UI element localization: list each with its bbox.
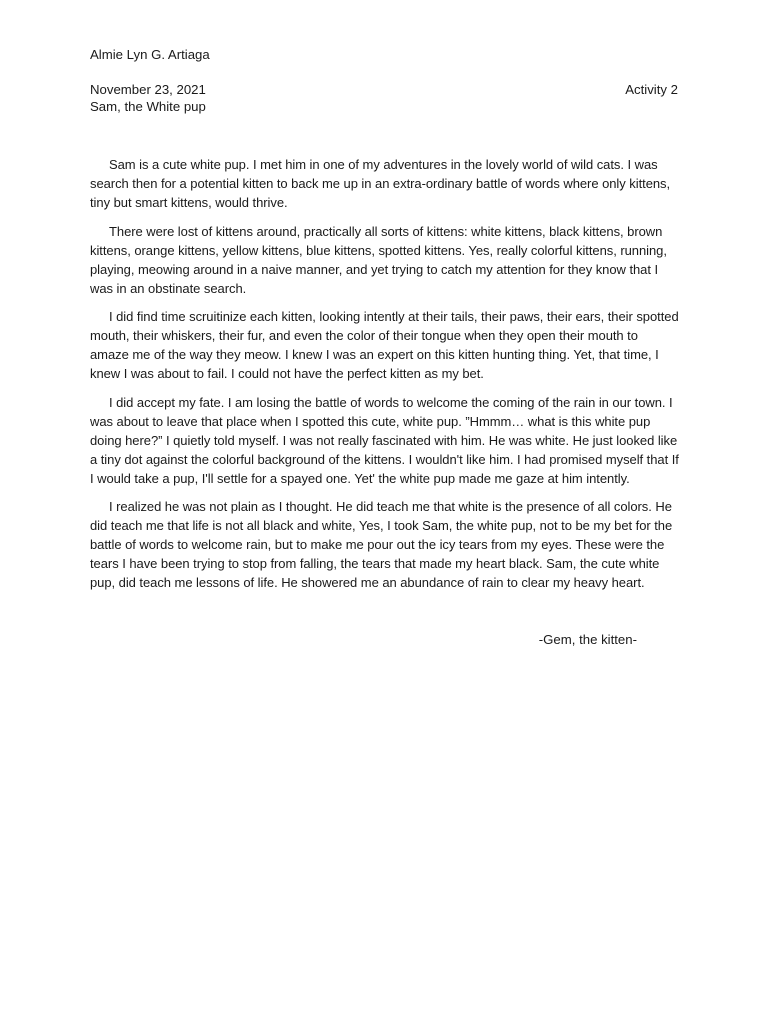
paragraph-5: I realized he was not plain as I thought. He did teach me that white is the presence of all colors. He did teach me that life is not all black and white, Yes, I took Sam, the white pup, not to be my bet for the battle of words to welcome rain, but to make me pour out the icy tears from my eyes. These were the tears I have been trying to stop from falling, the tears that made my heart black. Sam, the cute white pup, did teach me lessons of life. He showered me an abundance of rain to clear my heavy heart.: [90, 499, 673, 590]
paragraph-2: There were lost of kittens around, practically all sorts of kittens: white kittens, black kittens, brown kittens, orange kittens, yellow kittens, blue kittens, spotted kittens. Yes, really colorful kittens, running, playing, meowing around in a naive manner, and yet trying to catch my attention for they know that I was in an obstinate search.: [90, 223, 667, 296]
document-body: [90, 155, 680, 602]
document-date: November 23, 2021: [90, 82, 206, 97]
document-title: Sam, the White pup: [90, 99, 206, 114]
signature: -Gem, the kitten-: [538, 632, 637, 647]
author-name: Almie Lyn G. Artiaga: [90, 47, 210, 62]
paragraph-4: I did accept my fate. I am losing the battle of words to welcome the coming of the rain in our town. I was about to leave that place when I spotted this cute, white pup. ”Hmmm… what is this white pup doing here?” I quietly told myself. I was not really fascinated with him. He was white. He just looked like a tiny dot against the colorful background of the kittens. I wouldn't like him. I had promised myself that If I would take a pup, I'll settle for a spayed one. Yet' the white pup made me gaze at him intently.: [90, 394, 679, 486]
paragraph-1: Sam is a cute white pup. I met him in one of my adventures in the lovely world of wild cats. I was search then for a potential kitten to back me up in an extra-ordinary battle of words where only kittens, tiny but smart kittens, would thrive.: [90, 157, 671, 210]
paragraph-3: I did find time scruitinize each kitten, looking intently at their tails, their paws, their ears, their spotted mouth, their whiskers, their fur, and even the color of their tongue when they open their mouth to amaze me of the way they meow. I knew I was an expert on this kitten hunting thing. Yet, that time, I knew I was about to fail. I could not have the perfect kitten as my bet.: [90, 309, 679, 381]
activity-label: Activity 2: [625, 82, 678, 97]
